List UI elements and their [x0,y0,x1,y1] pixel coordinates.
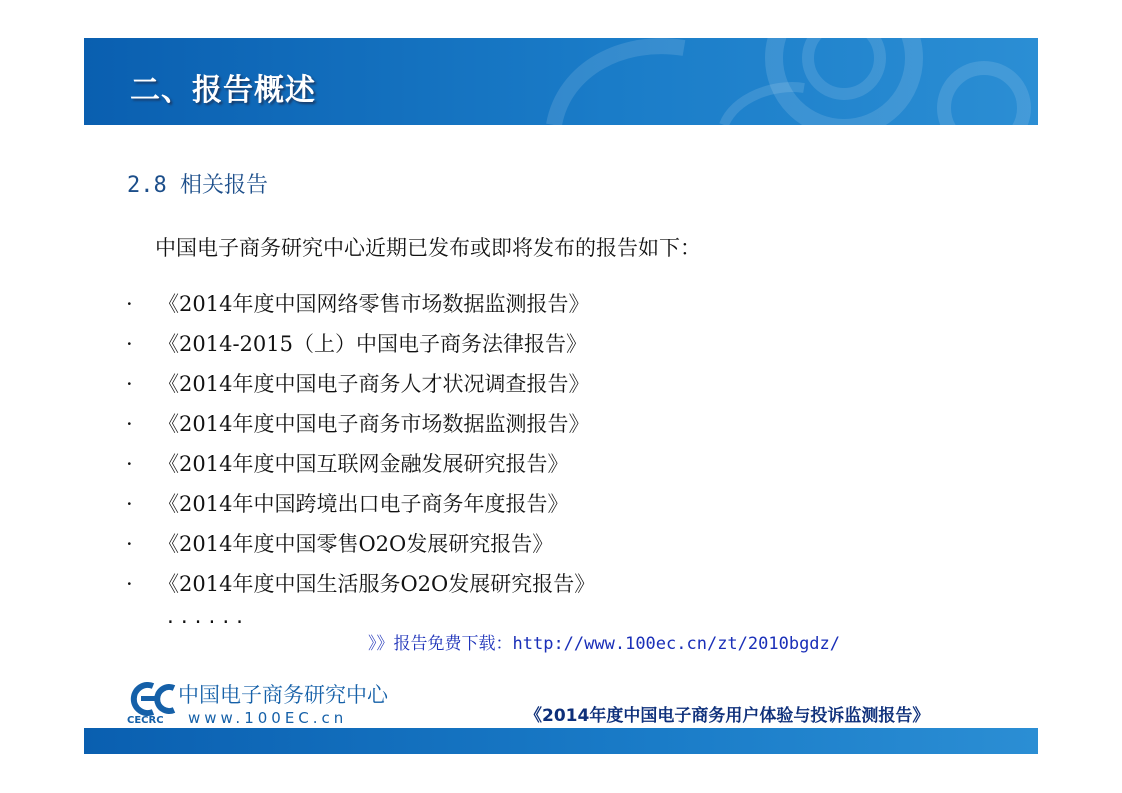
footer-bar [84,728,1038,754]
list-item [126,410,595,450]
download-label: 》》报告免费下载： [368,634,513,654]
bullet-icon: · [126,412,133,436]
page-title: 二、报告概述 [130,73,316,108]
report-title: 《2014年度中国零售O2O发展研究报告》 [158,532,554,556]
list-item [126,330,595,370]
list-item [126,370,595,410]
header-banner [84,38,1038,125]
download-link[interactable]: http://www.100ec.cn/zt/2010bgdz/ [512,634,841,654]
list-item [126,290,595,330]
organization-logo [127,682,387,728]
list-item [126,490,595,530]
bullet-icon: · [126,332,133,356]
bullet-icon: · [126,492,133,516]
cecrc-logo-icon [127,682,177,716]
report-title: 《2014年度中国电子商务人才状况调查报告》 [158,372,590,396]
intro-text: 中国电子商务研究中心近期已发布或即将发布的报告如下： [155,236,701,260]
bullet-icon: · [126,572,133,596]
report-title: 《2014年度中国电子商务市场数据监测报告》 [158,412,590,436]
report-list [126,290,595,610]
report-title: 《2014年度中国网络零售市场数据监测报告》 [158,292,590,316]
bullet-icon: · [126,372,133,396]
logo-abbreviation: CECRC [127,715,164,726]
list-item [126,450,595,490]
report-title: 《2014-2015（上）中国电子商务法律报告》 [158,332,587,356]
logo-website: www.100EC.cn [188,709,348,727]
list-item [126,530,595,570]
download-line [368,632,840,656]
list-item [126,570,595,610]
report-title: 《2014年中国跨境出口电子商务年度报告》 [158,492,569,516]
report-title: 《2014年度中国互联网金融发展研究报告》 [158,452,569,476]
bullet-icon: · [126,292,133,316]
footer-report-title: 《2014年度中国电子商务用户体验与投诉监测报告》 [525,706,930,726]
bullet-icon: · [126,452,133,476]
bullet-icon: · [126,532,133,556]
more-ellipsis: ...... [165,607,249,628]
section-heading: 2.8 相关报告 [127,173,268,198]
logo-chinese-name: 中国电子商务研究中心 [178,683,388,707]
report-title: 《2014年度中国生活服务O2O发展研究报告》 [158,572,596,596]
